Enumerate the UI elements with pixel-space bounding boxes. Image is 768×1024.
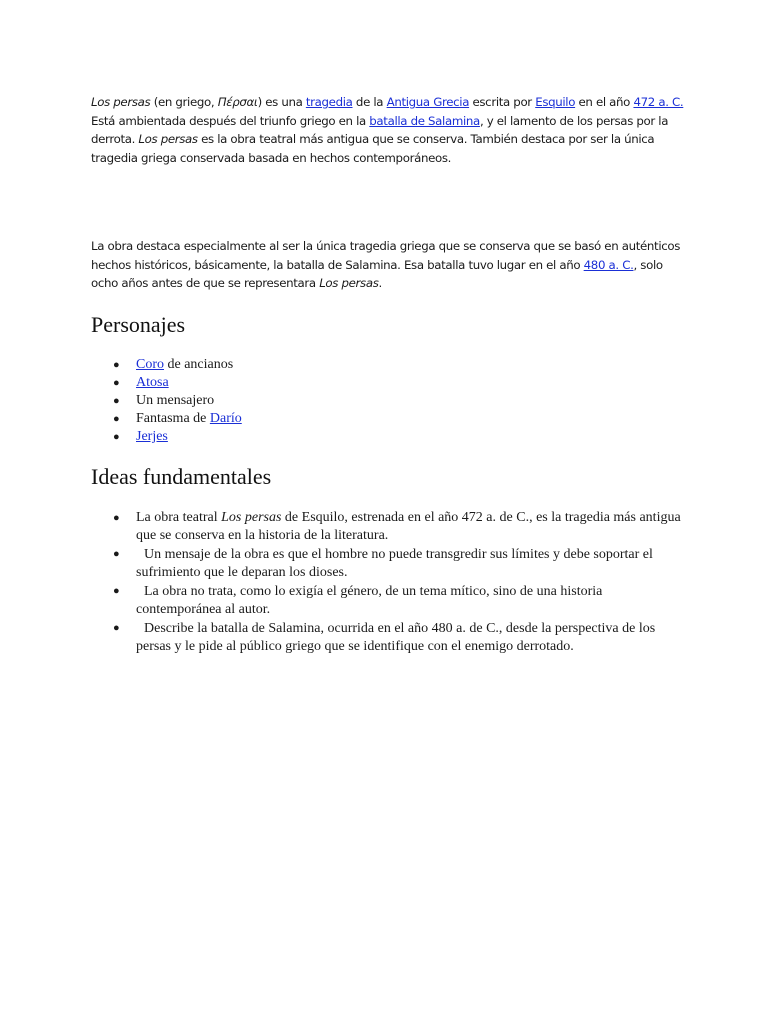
link-dario[interactable]: Darío [209, 411, 242, 426]
bullet-icon: ● [113, 413, 120, 425]
link-antigua-grecia[interactable]: Antigua Grecia [386, 95, 470, 109]
text-run: La obra destaca especialmente al ser la única tragedia griega que se conserva que se basó en auténticos hechos históricos, básicamente, la batalla de Salamina. Esa batalla tuvo lugar en el año [91, 239, 681, 272]
list-item [91, 356, 691, 374]
text-run: , y el lamento de los persas por la derrota. [91, 113, 669, 146]
link-480-ac[interactable]: 480 a. C. [583, 257, 634, 272]
title-italic: Los persas [221, 510, 282, 525]
bullet-icon: ● [113, 512, 120, 524]
item-text: Un mensajero [136, 393, 215, 408]
text-run: (en griego, [150, 95, 218, 109]
list-item [91, 509, 691, 545]
item-text: La obra teatral [136, 510, 222, 525]
link-tragedia[interactable]: tragedia [305, 95, 353, 109]
text-run: ) es una [257, 95, 306, 109]
list-item [91, 545, 691, 582]
title-italic: Los persas [138, 132, 198, 146]
link-coro[interactable]: Coro [136, 357, 164, 372]
list-item [91, 619, 691, 656]
item-text: Describe la batalla de Salamina, ocurrida en el año 480 a. de C., desde la perspectiva de los persas y le pide al público griego que se identifique con el enemigo derrotado. [136, 621, 656, 654]
list-item [91, 410, 691, 428]
text-run: en el año [575, 95, 634, 109]
list-item [91, 582, 691, 619]
personajes-list [91, 356, 691, 446]
list-item [91, 428, 691, 446]
ideas-list [91, 509, 691, 656]
list-item [91, 392, 691, 410]
item-text: Un mensaje de la obra es que el hombre no puede transgredir sus límites y debe soportar el sufrimiento que le deparan los dioses. [136, 547, 653, 580]
link-atosa[interactable]: Atosa [136, 375, 169, 390]
link-jerjes[interactable]: Jerjes [136, 429, 168, 444]
title-italic: Los persas [91, 95, 151, 109]
text-run: Está ambientada después del triunfo griego en la [91, 113, 370, 128]
text-run: es la obra teatral más antigua que se conserva. También destaca por ser la única tragedia griega conservada basada en hechos contemporáneos. [91, 132, 655, 165]
bullet-icon: ● [113, 431, 120, 443]
intro-paragraph [91, 93, 691, 167]
bullet-icon: ● [113, 395, 120, 407]
greek-title: Πέρσαι [217, 95, 258, 109]
bullet-icon: ● [113, 622, 120, 634]
bullet-icon: ● [113, 377, 120, 389]
historical-paragraph [91, 237, 691, 293]
title-italic: Los persas [319, 276, 379, 290]
text-run: , solo ocho años antes de que se representara [91, 257, 663, 290]
heading-personajes: Personajes [91, 312, 186, 337]
item-text: de Esquilo, estrenada en el año 472 a. de C., es la tragedia más antigua que se conserva en la historia de la literatura. [136, 510, 681, 543]
link-batalla-salamina[interactable]: batalla de Salamina [369, 113, 480, 128]
text-run: . [378, 276, 382, 290]
bullet-icon: ● [113, 585, 120, 597]
item-text: de ancianos [164, 357, 234, 372]
link-esquilo[interactable]: Esquilo [535, 95, 576, 109]
text-run: escrita por [469, 95, 536, 109]
list-item [91, 374, 691, 392]
heading-ideas-fundamentales: Ideas fundamentales [91, 464, 272, 489]
item-text: La obra no trata, como lo exigía el género, de un tema mítico, sino de una historia contemporánea al autor. [136, 584, 603, 617]
link-472-ac[interactable]: 472 a. C. [633, 95, 684, 109]
bullet-icon: ● [113, 359, 120, 371]
text-run: de la [352, 95, 387, 109]
item-text: Fantasma de [136, 411, 210, 426]
bullet-icon: ● [113, 548, 120, 560]
